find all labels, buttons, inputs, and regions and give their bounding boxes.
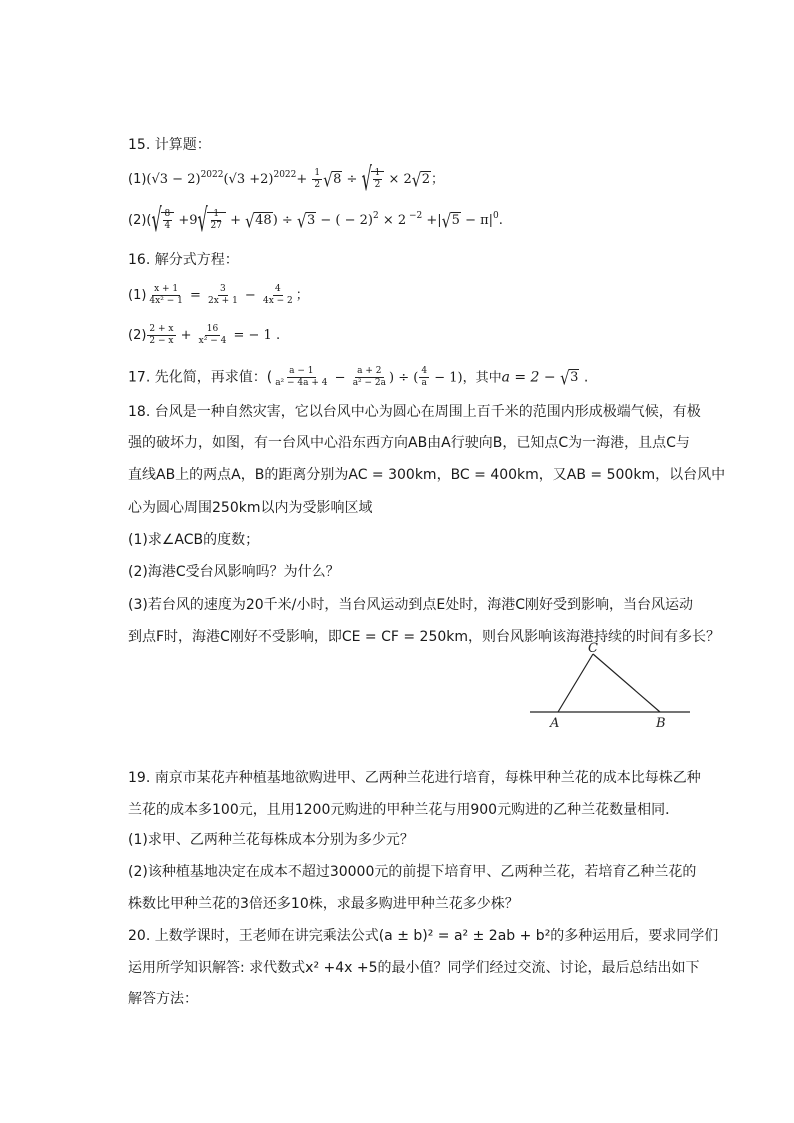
q19-sub1: (1)求甲、乙两种兰花每株成本分别为多少元？ bbox=[128, 832, 414, 848]
segment-bc bbox=[593, 654, 660, 712]
q18-sub3-line1: (3)若台风的速度为20千米/小时，当台风运动到点E处时，海港C刚好受到影响，当台风运动 bbox=[128, 597, 693, 613]
q15-part2: (2)( √ $\frac{8}{4}$ +9 √ $\frac{1}{27}$ + √ 48) ÷ √ 3 − ( − 2)$^2$ × 2 $^{-2}$ +|√ $5 - \pi|^0$. bbox=[128, 209, 503, 232]
q15-title: 15. 计算题： bbox=[128, 137, 211, 153]
q18-line4: 心为圆心周围250km以内为受影响区域 bbox=[128, 500, 373, 516]
q15-part1: $(1)(√3 - 2)^{2022}(√3 +2)^{2022}+$ $\frac{1}{2}$ √ 8 ÷ √ $\frac{1}{2}$ × 2√ 2； bbox=[128, 168, 444, 191]
q19-sub2-line2: 株数比甲种兰花的3倍还多10株，求最多购进甲种兰花多少株？ bbox=[128, 896, 519, 912]
label-a: A bbox=[550, 716, 560, 731]
q19-line2: 兰花的成本多100元，且用1200元购进的甲种兰花与用900元购进的乙种兰花数量相同． bbox=[128, 802, 680, 818]
q16-title: 16. 解分式方程： bbox=[128, 252, 239, 268]
q18-line3: 直线AB上的两点A，B的距离分别为AC = 300km，BC = 400km，又AB = 500km，以台风中 bbox=[128, 467, 726, 483]
q20-line2: 运用所学知识解答: 求代数式x² +4x +5的最小值？同学们经过交流、讨论，最后总结出如下 bbox=[128, 960, 700, 976]
q19-sub2-line1: (2)该种植基地决定在成本不超过30000元的前提下培育甲、乙两种兰花，若培育乙种兰花的 bbox=[128, 864, 697, 880]
label-c: C bbox=[588, 641, 598, 656]
q18-line2: 强的破坏力，如图，有一台风中心沿东西方向AB由A行驶向B，已知点C为一海港，且点C与 bbox=[128, 435, 690, 451]
q18-line1: 18. 台风是一种自然灾害，它以台风中心为圆心在周围上百千米的范围内形成极端气候，有极 bbox=[128, 404, 701, 420]
triangle-figure bbox=[525, 640, 700, 735]
q19-line1: 19. 南京市某花卉种植基地欲购进甲、乙两种兰花进行培育，每株甲种兰花的成本比每株乙种 bbox=[128, 770, 701, 786]
q16-part1: (1) $\frac{x + 1}{\text{4x² − 1}}$ = $\frac{3}{2x + 1}$ − $\frac{4}{4x - 2}$ ； bbox=[128, 284, 309, 306]
q18-sub2: (2)海港C受台风影响吗？为什么？ bbox=[128, 564, 340, 580]
q20-line1: 20. 上数学课时，王老师在讲完乘法公式(a ± b)² = a² ± 2ab + b²的多种运用后，要求同学们 bbox=[128, 928, 719, 944]
q20-line3: 解答方法： bbox=[128, 991, 198, 1007]
q18-sub1: (1)求∠ACB的度数； bbox=[128, 532, 260, 548]
q18-sub3-line2: 到点F时，海港C刚好不受影响，即CE = CF = 250km，则台风影响该海港持续的时间有多长？ bbox=[128, 629, 721, 645]
segment-ac bbox=[558, 654, 593, 712]
q17: 17. 先化简，再求值：( $\frac{a - 1}{\text{a² − 4a + 4}}$ − $\frac{a + 2}{\text{a² − 2a}}$ ) ÷ ( $\frac{4}{a}$ − 1)，其中a = 2 − √ 3 . bbox=[128, 366, 588, 389]
label-b: B bbox=[656, 716, 666, 731]
q16-part2: (2) $\frac{2 + x}{2 - x}$ + $\frac{16}{\text{x² − 4}}$ = − 1 . bbox=[128, 324, 281, 346]
